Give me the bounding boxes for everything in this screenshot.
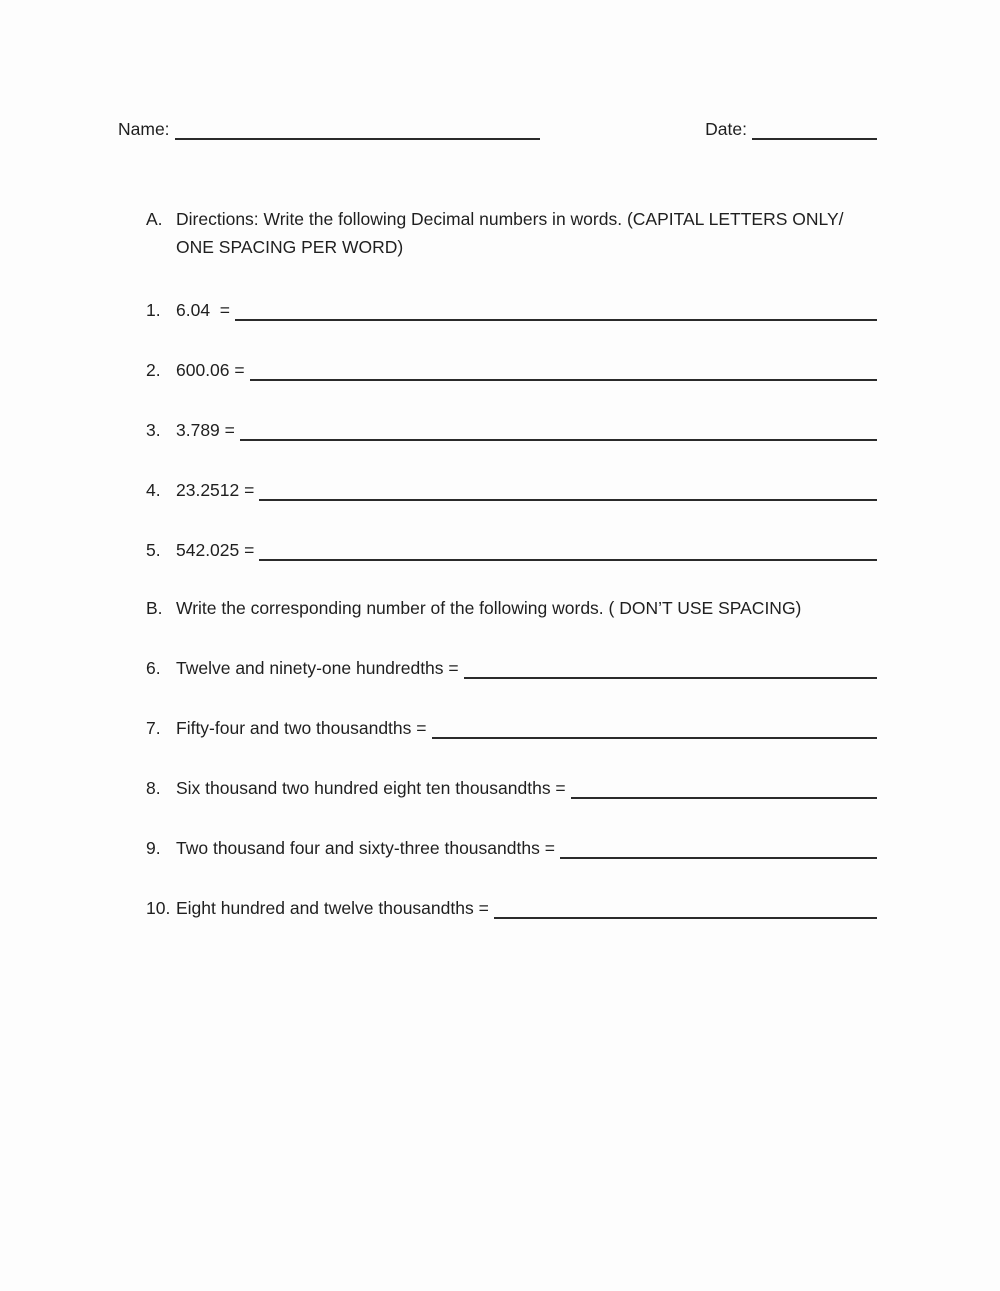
section-a-letter: A. [146,209,163,229]
item-number: 5. [146,540,161,560]
answer-blank-6[interactable] [464,657,877,679]
question-row-2 [118,359,877,381]
item-label: Fifty-four and two thousandths = [176,718,427,738]
item-number: 9. [146,838,161,858]
header [118,118,877,140]
item-number: 2. [146,360,161,380]
section-b-heading [118,597,877,619]
item-number: 8. [146,778,161,798]
question-row-3 [118,419,877,441]
name-blank[interactable] [175,118,540,140]
section-a-line1: Directions: Write the following Decimal numbers in words. (CAPITAL LETTERS ONLY/ [176,209,844,229]
section-a-items [118,299,877,561]
section-a-text [176,205,877,261]
date-label: Date: [705,119,747,139]
answer-blank-4[interactable] [259,479,877,501]
item-label: Twelve and ninety-one hundredths = [176,658,459,678]
answer-blank-1[interactable] [235,299,877,321]
answer-blank-9[interactable] [560,837,877,859]
section-b-items [118,657,877,919]
answer-blank-3[interactable] [240,419,877,441]
item-number: 3. [146,420,161,440]
question-row-1 [118,299,877,321]
answer-blank-8[interactable] [571,777,877,799]
item-label: Two thousand four and sixty-three thousandths = [176,838,555,858]
answer-blank-2[interactable] [250,359,877,381]
item-label: Six thousand two hundred eight ten thousandths = [176,778,566,798]
date-blank[interactable] [752,118,877,140]
section-b-letter: B. [146,598,163,618]
item-label: Eight hundred and twelve thousandths = [176,898,489,918]
item-label: 6.04 = [176,300,231,320]
item-number: 1. [146,300,161,320]
item-number: 4. [146,480,161,500]
item-number: 10. [146,898,171,918]
answer-blank-7[interactable] [432,717,878,739]
item-number: 7. [146,718,161,738]
question-row-5 [118,539,877,561]
item-label: 542.025 = [176,540,255,560]
answer-blank-5[interactable] [259,539,877,561]
date-field [705,118,877,140]
section-a-line2: ONE SPACING PER WORD) [176,237,404,257]
item-label: 600.06 = [176,360,245,380]
answer-blank-10[interactable] [494,897,877,919]
question-row-8 [118,777,877,799]
item-number: 6. [146,658,161,678]
item-label: 23.2512 = [176,480,255,500]
question-row-6 [118,657,877,679]
question-row-4 [118,479,877,501]
section-b-text: Write the corresponding number of the following words. ( DON’T USE SPACING) [176,598,802,618]
item-label: 3.789 = [176,420,235,440]
question-row-9 [118,837,877,859]
question-row-10 [118,897,877,919]
section-a-heading [118,205,877,261]
question-row-7 [118,717,877,739]
name-label: Name: [118,119,170,139]
name-field [118,118,540,140]
